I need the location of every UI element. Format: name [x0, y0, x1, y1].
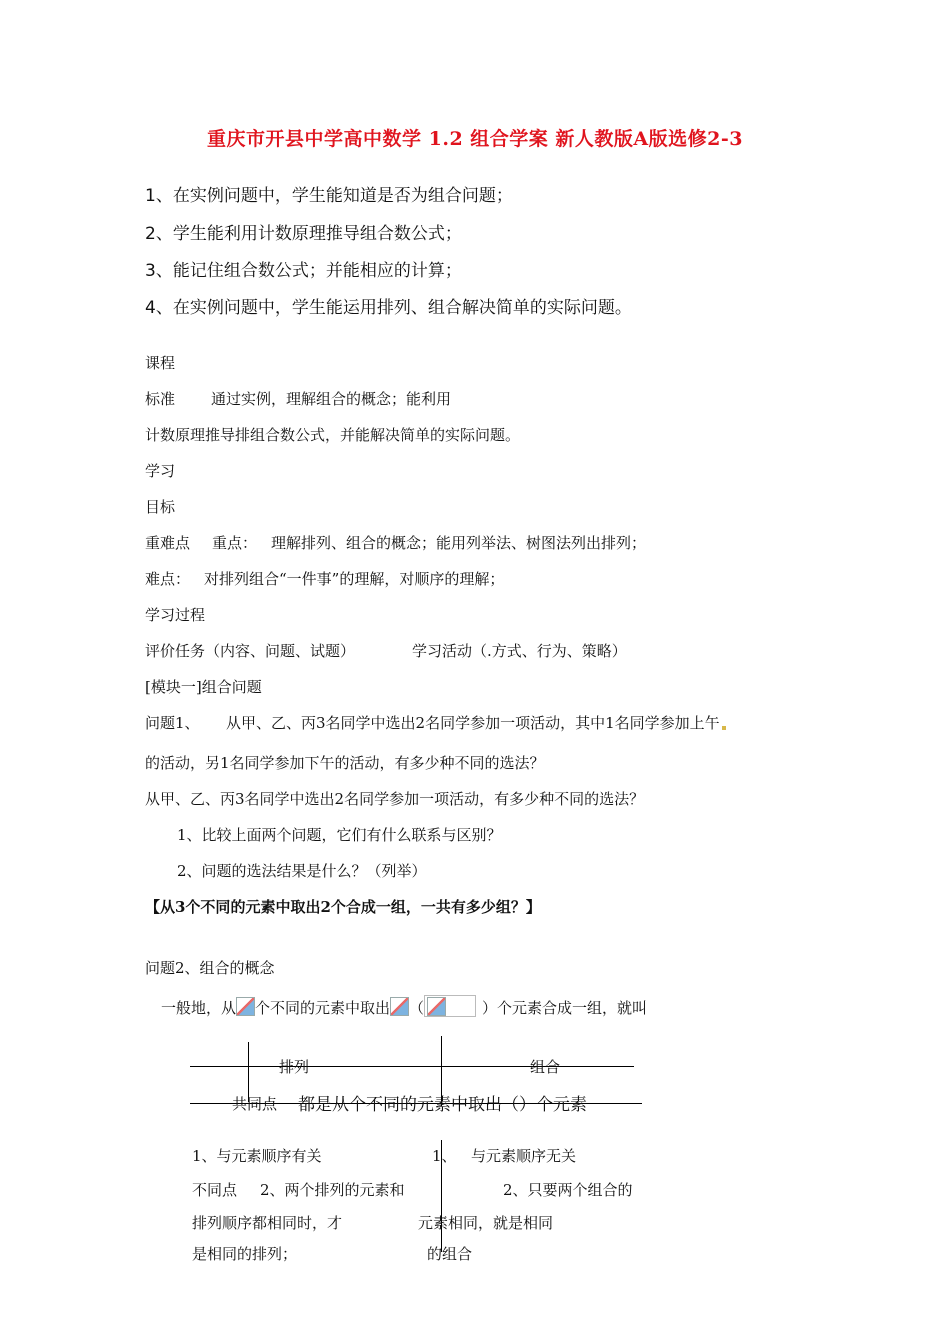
sub-question-1: 1、比较上面两个问题，它们有什么联系与区别？ [177, 826, 502, 844]
formula-image-icon [236, 997, 255, 1016]
formula-image-icon [390, 997, 409, 1016]
permutation-point-2a: 2、两个排列的元素和 [260, 1181, 405, 1199]
goal-label-1: 学习 [145, 462, 176, 480]
edit-mark-icon [722, 726, 726, 730]
objective-1: 1、在实例问题中，学生能知道是否为组合问题； [145, 186, 513, 206]
definition-part-a: 一般地，从 [161, 999, 237, 1017]
permutation-point-2c: 是相同的排列； [192, 1245, 298, 1263]
permutation-point-1: 1、与元素顺序有关 [192, 1147, 322, 1165]
key-point-text: 理解排列、组合的概念；能用列举法、树图法列出排列； [271, 534, 647, 552]
common-label: 共同点 [232, 1095, 278, 1113]
definition-line [161, 995, 647, 1018]
formula-image-icon [427, 997, 446, 1016]
course-label: 课程 [145, 354, 176, 372]
question-2: 问题2、组合的概念 [145, 959, 275, 977]
question-1-text [226, 712, 726, 733]
definition-part-c: （ [409, 999, 425, 1017]
objective-4: 4、在实例问题中，学生能运用排列、组合解决简单的实际问题。 [145, 298, 632, 318]
standard-text: 通过实例，理解组合的概念；能利用 [211, 390, 452, 408]
process-heading: 学习过程 [145, 606, 206, 624]
objective-3: 3、能记住组合数公式；并能相应的计算； [145, 261, 462, 281]
permutation-point-2b: 排列顺序都相同时，才 [192, 1214, 343, 1232]
question-1-text-body: 从甲、乙、丙3名同学中选出2名同学参加一项活动，其中1名同学参加上午 [226, 714, 720, 732]
goal-label-2: 目标 [145, 498, 176, 516]
combination-point-2c: 的组合 [427, 1245, 473, 1263]
question-1-label: 问题1、 [145, 714, 200, 732]
definition-part-b: 个不同的元素中取出 [255, 999, 391, 1017]
page-title: 重庆市开县中学高中数学 1.2 组合学案 新人教版A版选修2-3 [207, 128, 743, 150]
question-1-text-2: 的活动，另1名同学参加下午的活动，有多少种不同的选法？ [145, 754, 545, 772]
key-label: 重难点 [145, 534, 191, 552]
combination-point-1: 与元素顺序无关 [471, 1147, 577, 1165]
combination-point-2a: 2、只要两个组合的 [503, 1181, 633, 1199]
combination-point-2b: 元素相同，就是相同 [418, 1214, 554, 1232]
table-hline-1 [190, 1066, 634, 1067]
column-permutation: 排列 [279, 1058, 310, 1076]
eval-task: 评价任务（内容、问题、试题） [145, 642, 356, 660]
objective-2: 2、学生能利用计数原理推导组合数公式； [145, 224, 462, 244]
common-text: 都是从个不同的元素中取出（）个元素 [298, 1095, 587, 1115]
standard-text-2: 计数原理推导排组合数公式，并能解决简单的实际问题。 [145, 426, 521, 444]
standard-label: 标准 [145, 390, 176, 408]
difference-label: 不同点 [192, 1181, 238, 1199]
difficulty-text: 对排列组合“一件事”的理解，对顺序的理解； [204, 570, 505, 588]
combination-point-1-num: 1、 [432, 1147, 457, 1165]
module-heading: [模块一]组合问题 [145, 678, 262, 696]
question-1-text-3: 从甲、乙、丙3名同学中选出2名同学参加一项活动，有多少种不同的选法？ [145, 790, 645, 808]
learning-activity: 学习活动（.方式、行为、策略） [412, 642, 627, 660]
sub-question-2: 2、问题的选法结果是什么？（列举） [177, 862, 427, 880]
definition-part-d: ）个元素合成一组，就叫 [482, 999, 648, 1017]
column-combination: 组合 [530, 1058, 561, 1076]
key-point-label: 重点： [212, 534, 258, 552]
difficulty-label: 难点： [145, 570, 191, 588]
formula-box [424, 995, 476, 1017]
bracket-question: 【从3个不同的元素中取出2个合成一组，一共有多少组？】 [145, 898, 541, 916]
